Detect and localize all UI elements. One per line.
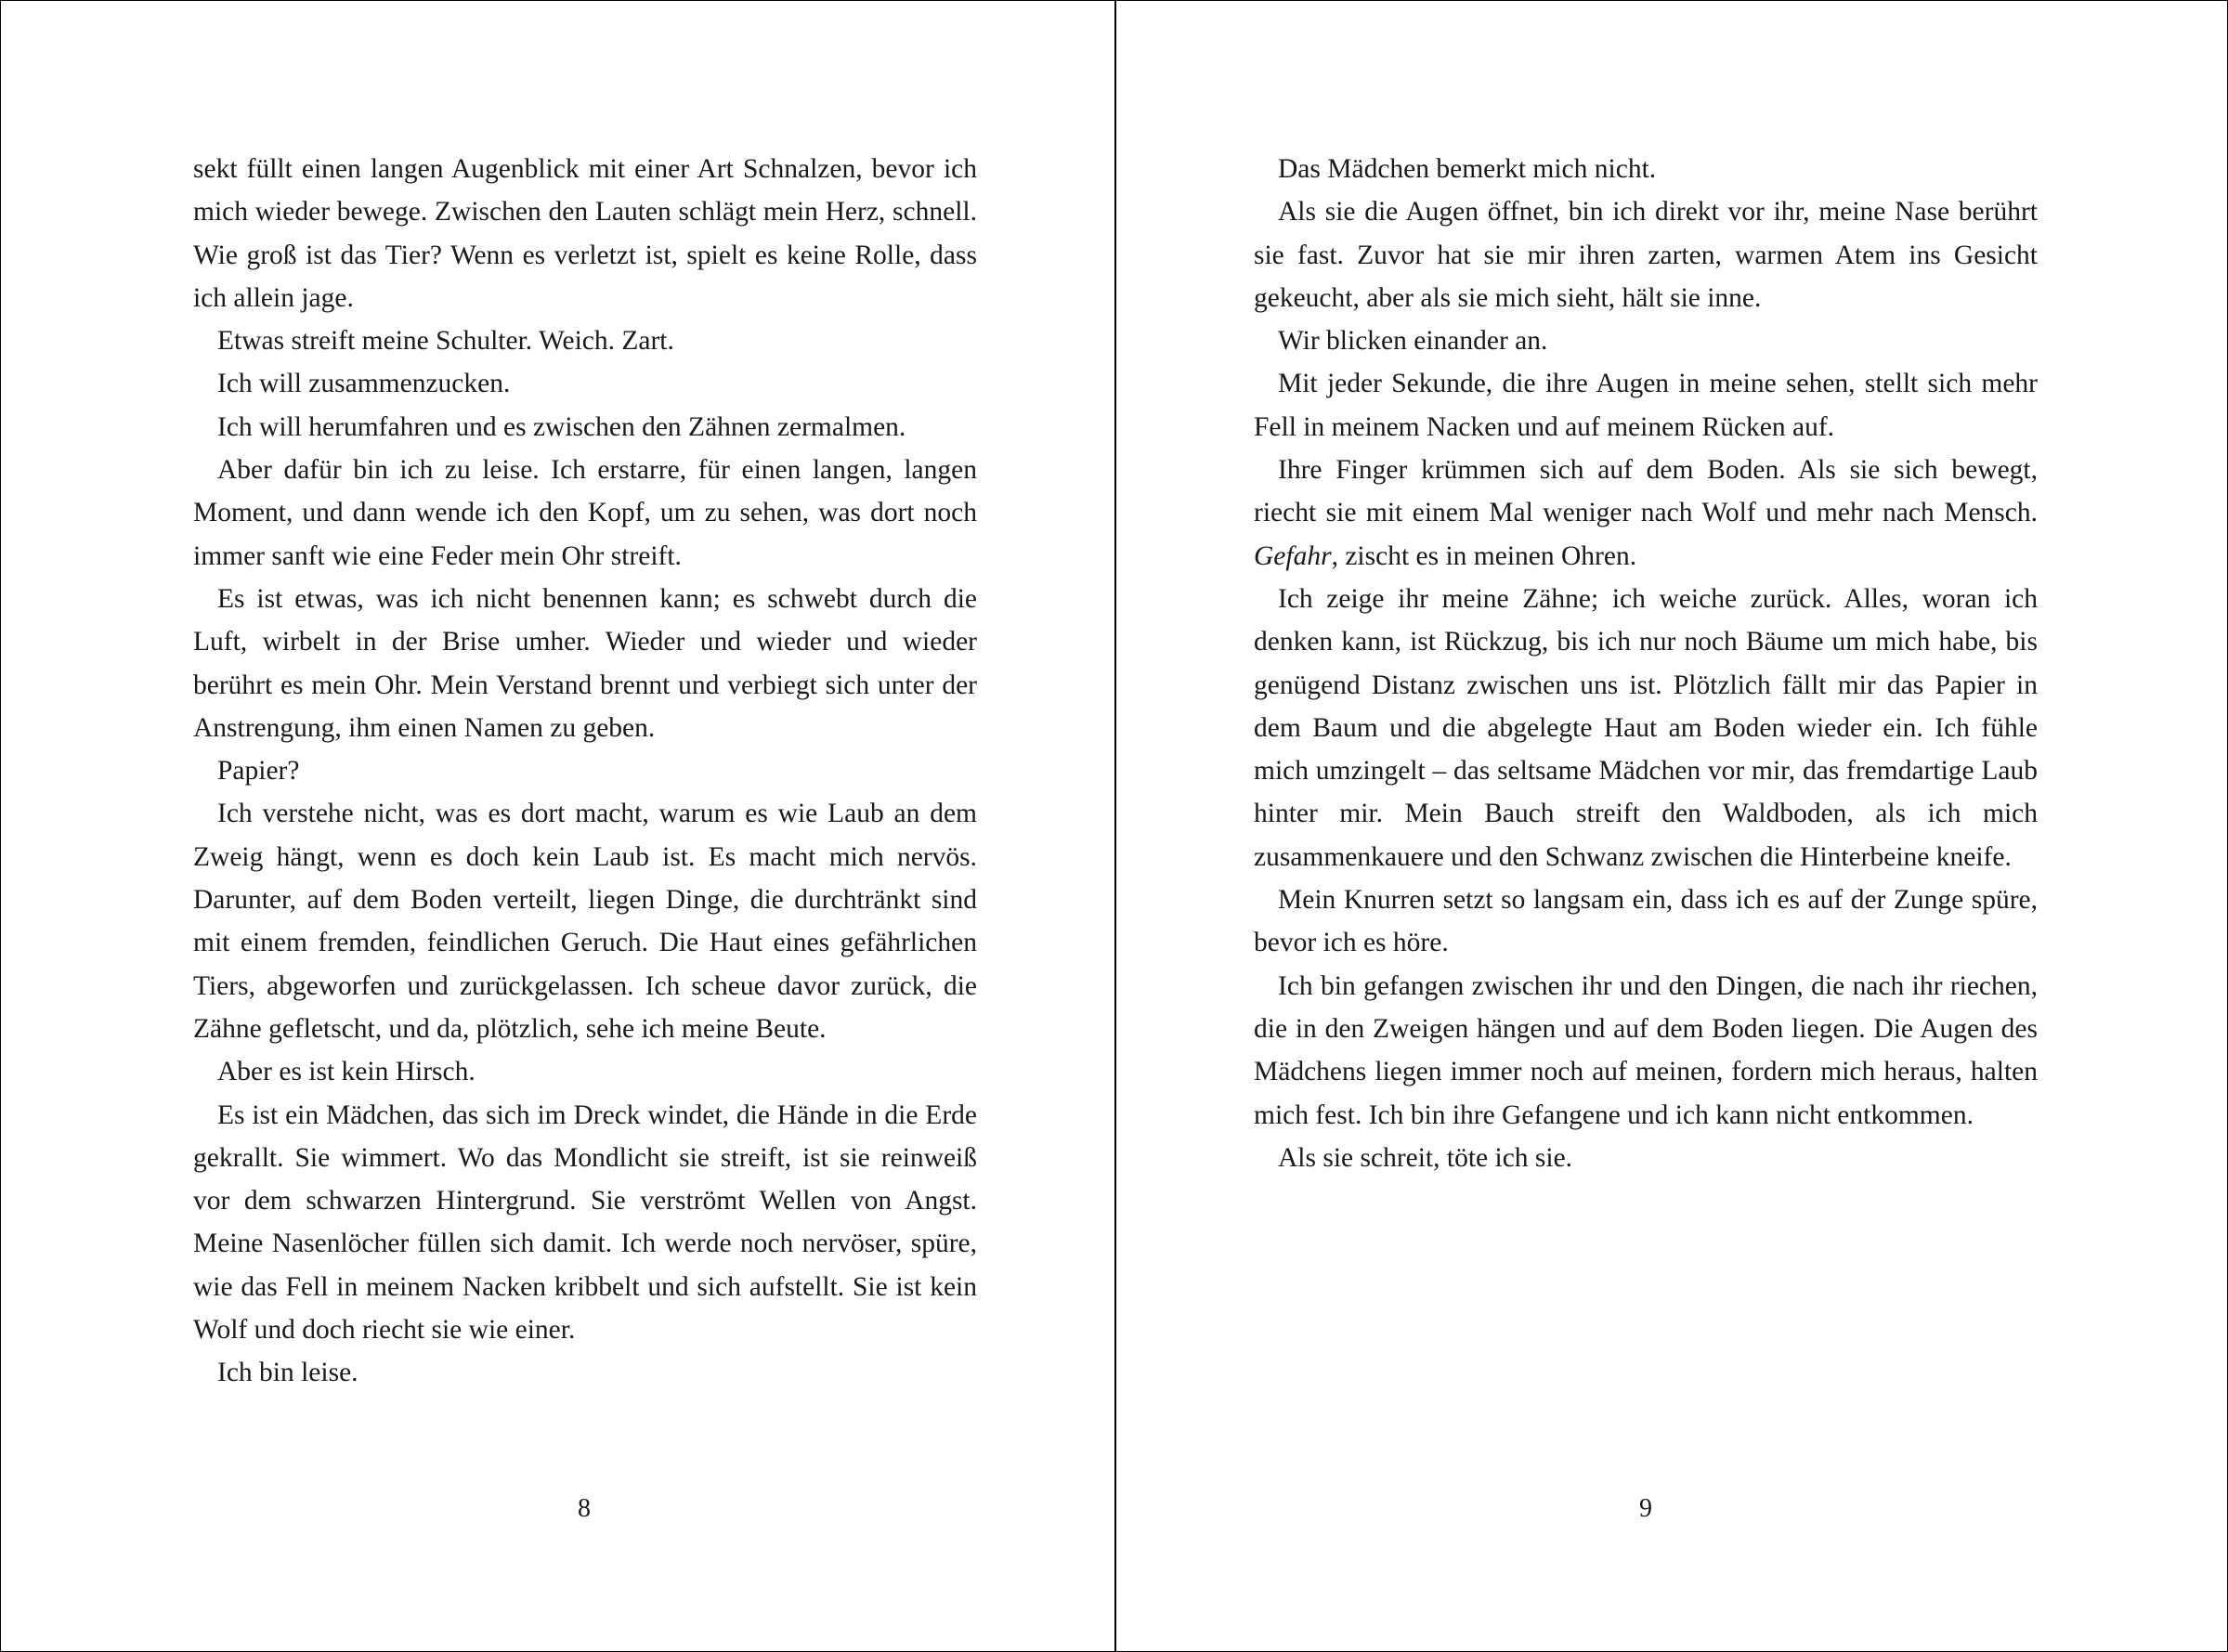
paragraph: Ich verstehe nicht, was es dort macht, warum es wie Laub an dem Zweig hängt, wenn es doch kein Laub ist. Es macht mich nervös. Darunter, auf dem Boden verteilt, liegen Dinge, die durchtränkt sind mit einem fremden, feindlichen Geruch. Die Haut eines gefährlichen Tiers, abgeworfen und zurückgelassen. Ich scheue davor zurück, die Zähne gefletscht, und da, plötzlich, sehe ich meine Beute. (193, 799, 977, 1044)
left-page-body (193, 148, 977, 1395)
paragraph: Aber dafür bin ich zu leise. Ich erstarre, für einen langen, langen Moment, und dann wende ich den Kopf, um zu sehen, was dort noch immer sanft wie eine Feder mein Ohr streift. (193, 455, 977, 571)
paragraph: Ich will zusammenzucken. (217, 369, 511, 399)
paragraph: Ich bin gefangen zwischen ihr und den Dingen, die nach ihr riechen, die in den Zweigen hängen und auf dem Boden liegen. Die Augen des Mädchens liegen immer noch auf meinen, fordern mich heraus, halten mich fest. Ich bin ihre Gefangene und ich kann nicht entkommen. (1254, 970, 2038, 1130)
paragraph (1254, 449, 2038, 578)
page-number: 8 (578, 1494, 591, 1523)
paragraph: Papier? (217, 756, 300, 787)
paragraph: Aber es ist kein Hirsch. (217, 1057, 476, 1087)
paragraph: Das Mädchen bemerkt mich nicht. (1278, 154, 1657, 184)
paragraph: Als sie schreit, töte ich sie. (1278, 1142, 1573, 1173)
paragraph: Als sie die Augen öffnet, bin ich direkt vor ihr, meine Nase berührt sie fast. Zuvor hat sie mir ihren zarten, warmen Atem ins Gesicht gekeucht, aber als sie mich sieht, hält sie inne. (1254, 197, 2038, 313)
paragraph: Wir blicken einander an. (1278, 326, 1548, 357)
left-page (1, 1, 1114, 1651)
paragraph: sekt füllt einen langen Augenblick mit einer Art Schnalzen, bevor ich mich wieder bewege. Zwischen den Lauten schlägt mein Herz, schnell. Wie groß ist das Tier? Wenn es verletzt ist, spielt es keine Rolle, dass ich allein jage. (193, 154, 977, 313)
paragraph: Ich will herumfahren und es zwischen den Zähnen zermalmen. (217, 411, 906, 442)
paragraph: Ich zeige ihr meine Zähne; ich weiche zurück. Alles, woran ich denken kann, ist Rückzug, bis ich nur noch Bäume um mich habe, bis genügend Distanz zwischen uns ist. Plötzlich fällt mir das Papier in dem Baum und die abgelegte Haut am Boden wieder ein. Ich fühle mich umzingelt – das seltsame Mädchen vor mir, das fremdartige Laub hinter mir. Mein Bauch streift den Waldboden, als ich mich zusammenkauere und den Schwanz zwischen die Hinterbeine kneife. (1254, 583, 2038, 872)
paragraph: Es ist ein Mädchen, das sich im Dreck windet, die Hände in die Erde gekrallt. Sie wimmert. Wo das Mondlicht sie streift, ist sie reinweiß vor dem schwarzen Hintergrund. Sie verströmt Wellen von Angst. Meine Nasenlöcher füllen sich damit. Ich werde noch nervöser, spüre, wie das Fell in meinem Nacken kribbelt und sich aufstellt. Sie ist kein Wolf und doch riecht sie wie einer. (193, 1099, 977, 1346)
page-number: 9 (1639, 1494, 1652, 1523)
paragraph: Es ist etwas, was ich nicht benennen kann; es schwebt durch die Luft, wirbelt in der Brise umher. Wieder und wieder und wieder berührt es mein Ohr. Mein Verstand brennt und verbiegt sich unter der Anstrengung, ihm einen Namen zu geben. (193, 583, 977, 743)
paragraph: Etwas streift meine Schulter. Weich. Zart. (217, 326, 674, 357)
text-run: Ihre Finger krümmen sich auf dem Boden. Als sie sich bewegt, riecht sie mit einem Mal weniger nach Wolf und mehr nach Mensch. (1254, 455, 2038, 528)
right-page (1116, 1, 2227, 1651)
right-page-body (1254, 148, 2038, 1179)
paragraph: Mein Knurren setzt so langsam ein, dass ich es auf der Zunge spüre, bevor ich es höre. (1254, 885, 2038, 958)
text-run: , zischt es in meinen Ohren. (1331, 540, 1637, 571)
italic-word: Gefahr (1254, 540, 1332, 571)
paragraph: Ich bin leise. (217, 1358, 358, 1388)
paragraph: Mit jeder Sekunde, die ihre Augen in meine sehen, stellt sich mehr Fell in meinem Nacken und auf meinem Rücken auf. (1254, 369, 2038, 442)
